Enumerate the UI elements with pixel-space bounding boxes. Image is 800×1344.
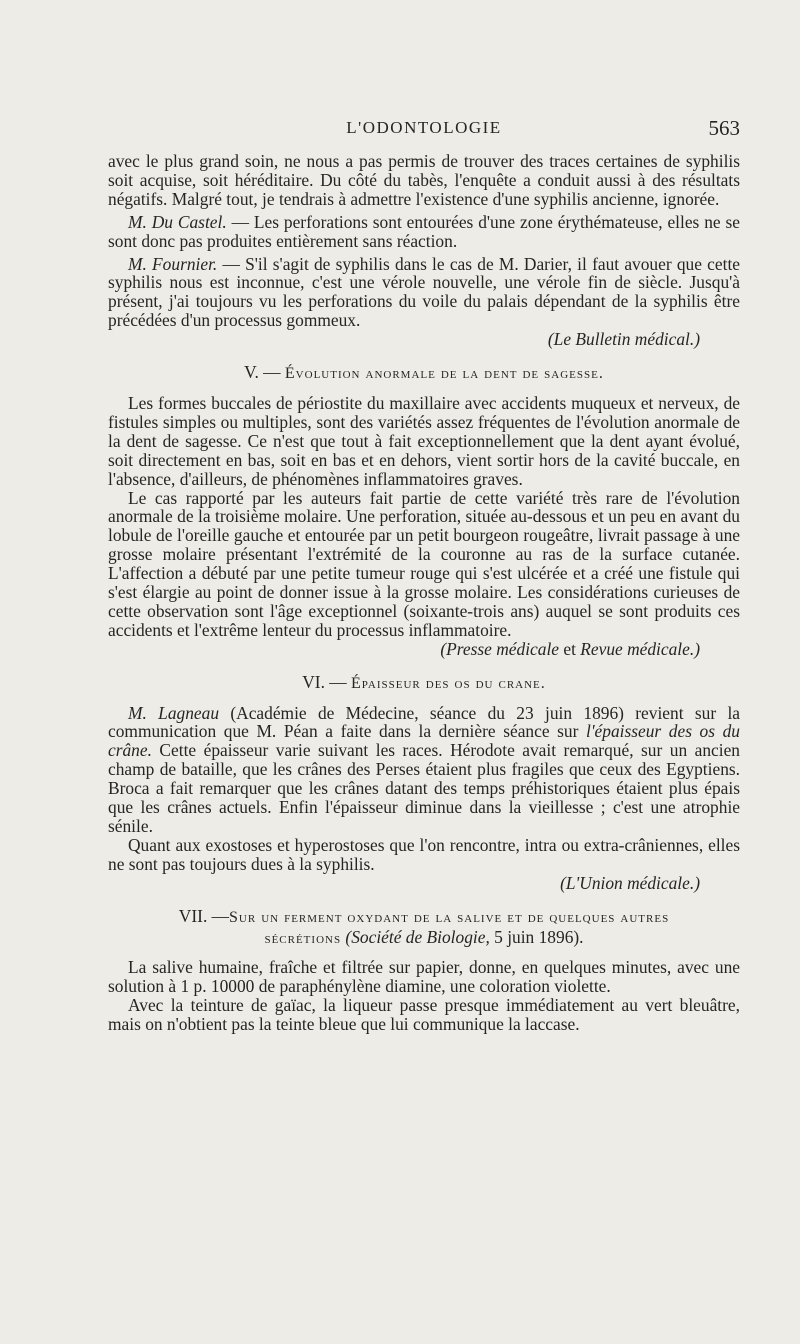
paragraph: La salive humaine, fraîche et filtrée sur papier, donne, en quelques minutes, avec une solution à 1 p. 10000 de paraphénylène diamine, une coloration violette.	[108, 957, 740, 997]
section-title: Épaisseur des os du crane.	[351, 674, 546, 692]
section-title: sécrétions	[264, 929, 342, 947]
paragraph	[108, 704, 740, 836]
speaker-name: M. Fournier.	[128, 253, 218, 274]
paragraph: avec le plus grand soin, ne nous a pas permis de trouver des traces certaines de syphilis soit acquise, soit héréditaire. Du côté du tabès, l'enquête a conduit aussi à des résultats négatifs. Malgré tout, je tendrais à admettre l'existence d'une syphilis ancienne, ignorée.	[108, 151, 740, 209]
page-body	[108, 152, 740, 1034]
speaker-name: M. Lagneau	[128, 702, 220, 723]
source-connector: et	[559, 638, 581, 659]
paragraph-text: (Académie de Médecine, séance du 23 juin 1896) revient sur la communication que M. Péan a faite dans la dernière séance sur	[108, 702, 740, 742]
source-citation	[108, 640, 740, 659]
paragraph	[108, 255, 740, 331]
source-citation: (Le Bulletin médical.)	[547, 329, 700, 350]
section-title: Évolution anormale de la dent de sagesse.	[284, 365, 604, 383]
source-date: 5 juin 1896).	[489, 926, 584, 947]
paragraph: Le cas rapporté par les auteurs fait partie de cette variété très rare de l'évolution anormale de la troisième molaire. Une perforation, située au-dessous et un peu en avant du lobule de l'oreille gauche et entourée par un petit bourgeon rougeâtre, livrait passage à une grosse molaire présentant l'extrémité de la couronne au ras de la surface cutanée. L'affection a débuté par une petite tumeur rouge qui s'est ulcérée et a créé une fistule qui s'est élargie au point de donner issue à la grosse molaire. Les considérations curieuses de cette observation sont l'âge exceptionnel (soixante-trois ans) auquel se sont produits ces accidents et l'extrême lenteur du processus inflammatoire.	[108, 487, 740, 640]
paragraph: Avec la teinture de gaïac, la liqueur passe presque immédiatement au vert bleuâtre, mais on n'obtient pas la teinte bleue que lui communique la laccase.	[108, 995, 740, 1035]
paragraph-text: — S'il s'agit de syphilis dans le cas de M. Darier, il faut avouer que cette syphilis nous est inconnue, c'est une vérole nouvelle, une vérole fin de siècle. Jusqu'à présent, j'ai toujours vu les perforations du voile du palais dépendant de la syphilis être précédées d'un processus gommeux.	[108, 253, 741, 331]
page-number: 563	[708, 116, 740, 140]
running-title: L'ODONTOLOGIE	[346, 118, 502, 137]
paragraph	[108, 213, 740, 251]
section-title: Sur un ferment oxydant de la salive et de quelques autres	[229, 908, 670, 926]
section-heading	[108, 363, 740, 384]
section-title-line	[108, 907, 740, 928]
page-header	[108, 116, 740, 144]
paragraph-text: Cette épaisseur varie suivant les races. Hérodote avait remarqué, sur un ancien champ de bataille, que les crânes des Perses étaient plus fragiles que ceux des Egyptiens. Broca a fait remarquer que les crânes datant des temps préhistoriques étaient plus épais que les crânes actuels. Enfin l'épaisseur diminue dans la vieillesse ; c'est une atrophie sénile.	[108, 740, 740, 836]
section-title-line	[108, 928, 740, 949]
paragraph-text: — Les perforations sont entourées d'une zone érythémateuse, elles ne se sont donc pas produites entièrement sans réaction.	[108, 211, 740, 251]
source-name: (Société de Biologie,	[341, 926, 490, 947]
section-number: VI. —	[302, 671, 352, 692]
section-number: V. —	[244, 362, 285, 383]
paragraph: Quant aux exostoses et hyperostoses que l'on rencontre, intra ou extra-crâniennes, elles ne sont pas toujours dues à la syphilis.	[108, 834, 740, 874]
source-citation: (L'Union médicale.)	[560, 872, 700, 893]
section-number: VII. —	[178, 905, 230, 926]
section-heading	[108, 673, 740, 694]
speaker-name: M. Du Castel.	[128, 211, 227, 232]
italic-phrase: l'épaisseur des os du crâne.	[108, 721, 740, 761]
section-heading	[108, 907, 740, 949]
paragraph: Les formes buccales de périostite du maxillaire avec accidents muqueux et nerveux, de fistules simples ou multiples, sont des variétés assez fréquentes de l'évolution anormale de la dent de sagesse. Ce n'est que tout à fait exceptionnellement que la dent ayant évolué, soit directement en bas, soit en bas et en dehors, vient sortir hors de la cavité buccale, en l'absence, d'ailleurs, de phénomènes inflammatoires graves.	[108, 392, 740, 489]
source-name: (Presse médicale	[440, 638, 560, 659]
source-name: Revue médicale.)	[580, 638, 700, 659]
